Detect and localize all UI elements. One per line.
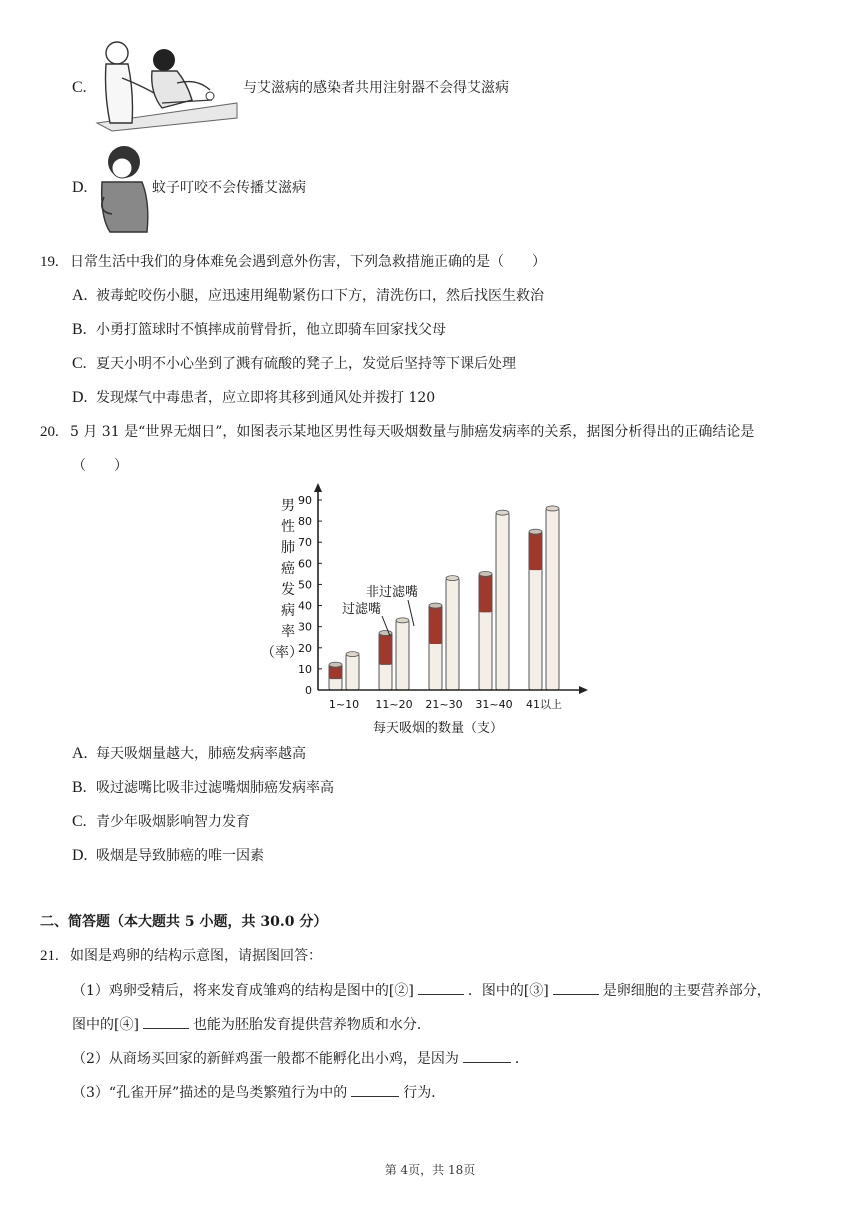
option-text: 小勇打篮球时不慎摔成前臂骨折，他立即骑车回家找父母 xyxy=(96,322,446,338)
bar-filter-cap xyxy=(479,571,492,576)
q19-option-c xyxy=(72,354,516,374)
question-number: 21. xyxy=(40,948,59,964)
bar-nonfilter-cap xyxy=(346,652,359,657)
bar-nonfilter-cap xyxy=(446,576,459,581)
answer-blank[interactable] xyxy=(463,1048,511,1063)
q20-stem-cont: （ ） xyxy=(72,458,128,474)
q18-option-d-text: 蚊子叮咬不会传播艾滋病 xyxy=(152,180,306,196)
q20-stem xyxy=(40,422,754,442)
q21-stem xyxy=(40,946,322,966)
q20-option-c xyxy=(72,812,250,832)
option-text: 夏天小明不小心坐到了溅有硫酸的凳子上，发觉后坚持等下课后处理 xyxy=(96,356,516,372)
bar-nonfilter xyxy=(546,508,559,690)
text: ． xyxy=(514,1051,529,1067)
y-tick-label: 60 xyxy=(298,557,312,571)
y-tick-label: 20 xyxy=(298,641,312,655)
bar-nonfilter-cap xyxy=(546,506,559,511)
bar-nonfilter xyxy=(446,578,459,690)
bar-filter-cap xyxy=(329,662,342,667)
option-letter: A. xyxy=(72,287,88,304)
option-letter: D. xyxy=(72,847,88,864)
y-label-char: 癌 xyxy=(281,561,295,577)
y-tick-label: 90 xyxy=(298,494,312,507)
text: ．图中的[③] xyxy=(467,983,549,999)
page-footer: 第 4页，共 18页 xyxy=(384,1163,476,1177)
bar-filter-cap xyxy=(429,603,442,608)
option-text: 吸烟是导致肺癌的唯一因素 xyxy=(96,848,264,864)
y-tick-label: 30 xyxy=(298,620,312,634)
text: （3）“孔雀开屏”描述的是鸟类繁殖行为中的 xyxy=(72,1085,348,1101)
bar-filter-cap xyxy=(379,631,392,636)
option-text: 发现煤气中毒患者，应立即将其移到通风处并拨打 120 xyxy=(96,390,436,406)
x-axis-ticks xyxy=(329,697,562,711)
y-label-char: （率） xyxy=(261,645,303,661)
x-tick-label: 21~30 xyxy=(425,698,463,711)
annotation-nonfilter: 非过滤嘴 xyxy=(366,585,419,600)
q21-part1-line1 xyxy=(72,980,771,1001)
q21-part2 xyxy=(72,1048,529,1069)
x-tick-label: 1~10 xyxy=(328,698,360,711)
text: 行为． xyxy=(403,1085,446,1101)
y-label-char: 发 xyxy=(281,582,295,598)
boy-mosquito-bite-illustration xyxy=(92,142,152,234)
option-text: 青少年吸烟影响智力发育 xyxy=(96,814,250,830)
x-tick-label: 31~40 xyxy=(475,698,513,711)
q21-part3 xyxy=(72,1082,445,1103)
question-text: 5 月 31 是“世界无烟日”，如图表示某地区男性每天吸烟数量与肺癌发病率的关系，据图分析得出的正确结论是 xyxy=(70,424,755,440)
answer-blank[interactable] xyxy=(553,980,599,995)
y-axis-label xyxy=(261,498,303,661)
text: （1）鸡卵受精后，将来发育成雏鸡的结构是图中的[②] xyxy=(72,983,414,999)
option-letter: C. xyxy=(72,355,87,372)
text: 图中的[④] xyxy=(72,1017,139,1033)
option-letter: A. xyxy=(72,745,88,762)
answer-blank[interactable] xyxy=(418,980,464,995)
y-tick-label: 40 xyxy=(298,599,312,613)
question-text: 日常生活中我们的身体难免会遇到意外伤害，下列急救措施正确的是（ ） xyxy=(70,254,546,270)
answer-blank[interactable] xyxy=(351,1082,399,1097)
q19-option-b xyxy=(72,320,446,340)
bar-nonfilter xyxy=(346,654,359,690)
q18-option-c-text: 与艾滋病的感染者共用注射器不会得艾滋病 xyxy=(243,80,509,96)
section-title: 二、简答题（本大题共 5 小题，共 30.0 分） xyxy=(40,914,328,930)
text: （2）从商场买回家的新鲜鸡蛋一般都不能孵化出小鸡，是因为 xyxy=(72,1051,459,1067)
q19-stem xyxy=(40,252,546,272)
option-text: 被毒蛇咬伤小腿，应迅速用绳勒紧伤口下方，清洗伤口，然后找医生救治 xyxy=(96,288,544,304)
y-label-char: 性 xyxy=(281,519,295,535)
option-letter: B. xyxy=(72,779,87,796)
y-label-char: 肺 xyxy=(281,540,295,556)
y-tick-label: 10 xyxy=(298,662,312,676)
y-tick-label: 70 xyxy=(298,536,312,550)
bar-filter-cap xyxy=(529,529,542,534)
bar-nonfilter-cap xyxy=(396,618,409,623)
x-tick-label: 11~20 xyxy=(375,698,413,711)
bar-nonfilter xyxy=(396,620,409,690)
y-tick-label: 80 xyxy=(298,515,312,529)
q21-part1-line2 xyxy=(72,1014,431,1035)
question-text: 如图是鸡卵的结构示意图，请据图回答： xyxy=(70,948,322,964)
bar-filter-band xyxy=(429,606,442,644)
bar-nonfilter xyxy=(496,513,509,690)
option-text: 每天吸烟量越大，肺癌发病率越高 xyxy=(96,746,306,762)
answer-blank[interactable] xyxy=(143,1014,189,1029)
x-axis-label: 每天吸烟的数量（支） xyxy=(372,721,504,736)
needle-sharing-illustration xyxy=(92,38,242,133)
option-letter: B. xyxy=(72,321,87,338)
q20-option-b xyxy=(72,778,334,798)
text: 是卵细胞的主要营养部分， xyxy=(602,983,771,999)
x-tick-label: 41以上 xyxy=(526,698,562,711)
y-label-char: 率 xyxy=(281,624,295,640)
option-letter: D. xyxy=(72,389,88,406)
q19-option-d xyxy=(72,388,435,408)
y-tick-label: 0 xyxy=(305,684,312,697)
bar-filter-band xyxy=(529,532,542,570)
lung-cancer-chart xyxy=(261,480,600,742)
annotation-filter: 过滤嘴 xyxy=(342,602,382,617)
text: 也能为胚胎发育提供营养物质和水分． xyxy=(192,1017,431,1033)
y-label-char: 男 xyxy=(281,498,295,514)
question-number: 19. xyxy=(40,254,59,270)
bar-nonfilter-cap xyxy=(496,510,509,515)
x-axis-arrow xyxy=(579,686,588,694)
option-letter: C. xyxy=(72,79,87,96)
chart-bars xyxy=(329,506,559,690)
question-number: 20. xyxy=(40,424,59,440)
y-label-char: 病 xyxy=(281,603,295,619)
y-axis-arrow xyxy=(314,483,322,492)
q19-option-a xyxy=(72,286,544,306)
bar-filter-band xyxy=(479,574,492,612)
q20-option-a xyxy=(72,744,306,764)
option-text: 吸过滤嘴比吸非过滤嘴烟肺癌发病率高 xyxy=(96,780,334,796)
bar-filter-band xyxy=(379,633,392,664)
y-tick-label: 50 xyxy=(298,578,312,592)
q20-option-d xyxy=(72,846,264,866)
option-letter: D. xyxy=(72,179,88,196)
option-letter: C. xyxy=(72,813,87,830)
